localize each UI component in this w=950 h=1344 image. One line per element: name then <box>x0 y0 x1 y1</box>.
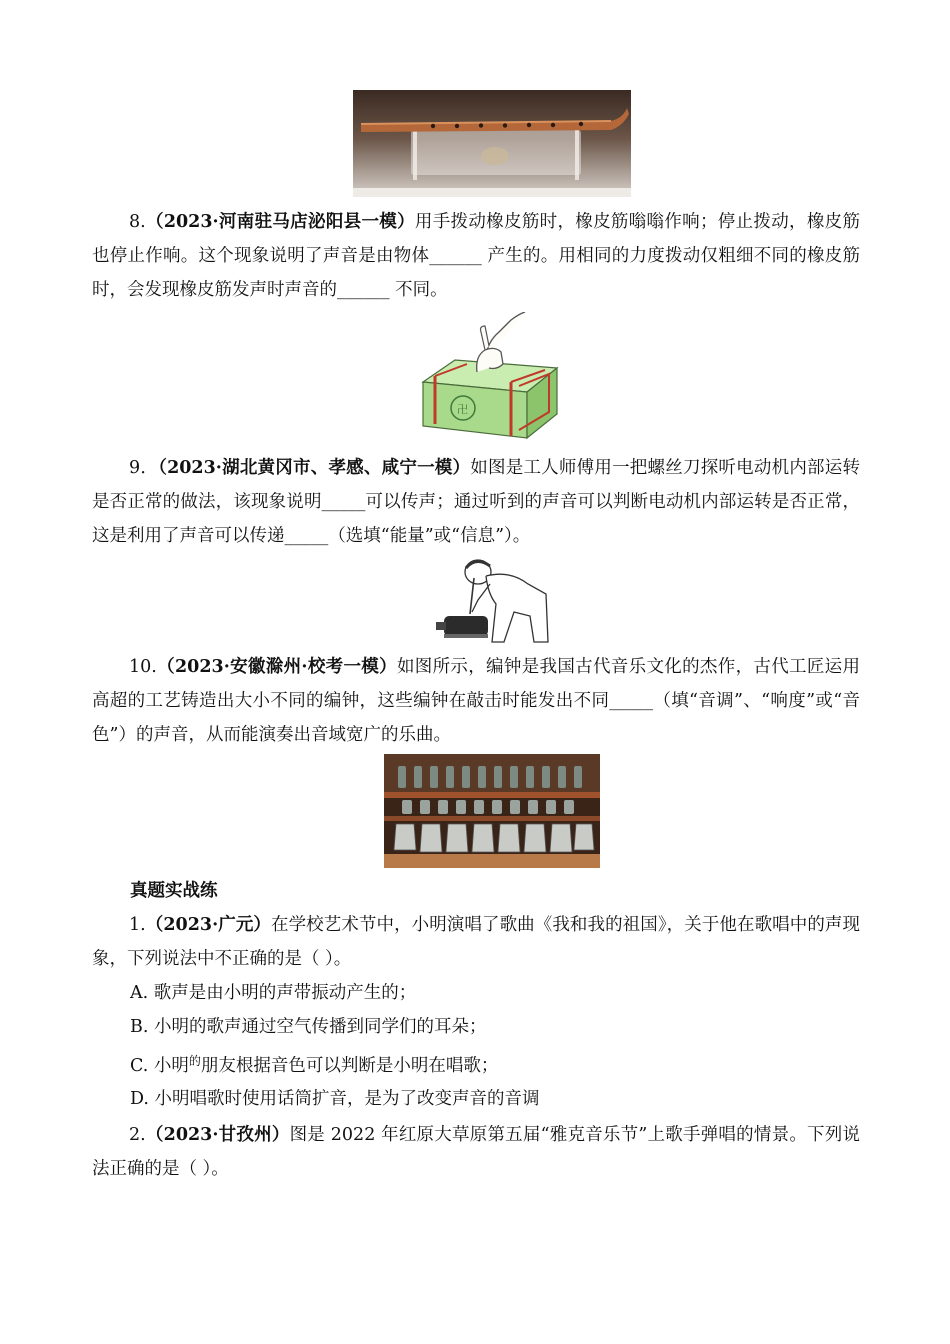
q10-text-1: 如图所示，编钟是我国古代音乐文化的杰作，古代工匠运用高超的工艺铸造出大小不同的编钟，这些编钟在敲击时能发出不同 <box>92 657 861 711</box>
q9-text-1: 如图是工人师傅用一把螺丝刀探听电动机内部运转是否正常的做法，该现象说明 <box>92 458 861 512</box>
question-9 <box>92 451 860 553</box>
flute-photo <box>353 90 631 197</box>
r1-text: 在学校艺术节中，小明演唱了歌曲《我和我的祖国》，关于他在歌唱中的声现象，下列说法中不正确的是（ ）。 <box>92 915 860 969</box>
q9-text-3: （选填“能量”或“信息”）。 <box>328 526 531 546</box>
q8-text-2: 产生的。用相同的力度拨动仅粗细不同的橡皮筋时，会发现橡皮筋发声时声音的 <box>92 246 860 300</box>
r1-option-b: B. 小明的歌声通过空气传播到同学们的耳朵； <box>130 1017 487 1037</box>
rubber-band-box-figure <box>415 312 565 450</box>
q8-blank-2: ______ <box>337 280 390 300</box>
r1-option-c-part2: 的 <box>188 1054 201 1068</box>
rubber-band-illustration <box>415 312 565 450</box>
bells-illustration <box>384 754 600 868</box>
real-question-2 <box>92 1118 860 1186</box>
question-10 <box>92 650 860 752</box>
q9-number: 9． <box>129 458 159 478</box>
r1-option-c <box>130 1044 498 1083</box>
r1-option-c-part3: 朋友根据音色可以判断是小明在唱歌； <box>200 1056 499 1076</box>
q10-source: （2023·安徽滁州·校考一模） <box>156 657 397 677</box>
q8-text-3: 不同。 <box>389 280 448 300</box>
question-8 <box>92 205 860 307</box>
q9-text-2: 可以传声；通过听到的声音可以判断电动机内部运转是否正常，这是利用了声音可以传递 <box>92 492 860 546</box>
r1-source: （2023·广元） <box>145 915 271 935</box>
r1-option-a: A. 歌声是由小明的声带振动产生的； <box>130 983 417 1003</box>
svg-text:卍: 卍 <box>457 403 468 416</box>
section-title: 真题实战练 <box>130 881 218 901</box>
q9-blank-1: _____ <box>321 492 366 512</box>
r2-text: 图是 2022 年红原大草原第五届“雅克音乐节”上歌手弹唱的情景。下列说法正确的是（ ）。 <box>92 1125 860 1179</box>
q10-text-2: （填“音调”、“响度”或“音色”）的声音，从而能演奏出音域宽广的乐曲。 <box>92 691 861 745</box>
q8-source: （2023·河南驻马店泌阳县一模） <box>145 212 415 232</box>
bianzhong-bells-photo <box>384 754 600 868</box>
worker-illustration <box>430 554 554 646</box>
q8-text-1: 用手拨动橡皮筋时，橡皮筋嗡嗡作响；停止拨动，橡皮筋也停止作响。这个现象说明了声音是由物体 <box>92 212 860 266</box>
q10-number: 10. <box>129 657 157 677</box>
r1-option-d: D. 小明唱歌时使用话筒扩音，是为了改变声音的音调 <box>130 1089 540 1109</box>
real-question-1 <box>92 908 860 976</box>
q10-blank: _____ <box>609 691 654 711</box>
motor-worker-figure <box>430 554 554 646</box>
r1-option-c-part1: C. 小明 <box>130 1056 189 1076</box>
q8-blank-1: ______ <box>429 246 482 266</box>
q9-source: （2023·湖北黄冈市、孝感、咸宁一模） <box>158 458 471 478</box>
q9-blank-2: _____ <box>284 526 329 546</box>
r1-number: 1. <box>129 915 146 935</box>
r2-number: 2. <box>129 1125 146 1145</box>
flute-illustration <box>353 90 631 197</box>
q8-number: 8. <box>129 212 146 232</box>
r2-source: （2023·甘孜州） <box>145 1125 290 1145</box>
